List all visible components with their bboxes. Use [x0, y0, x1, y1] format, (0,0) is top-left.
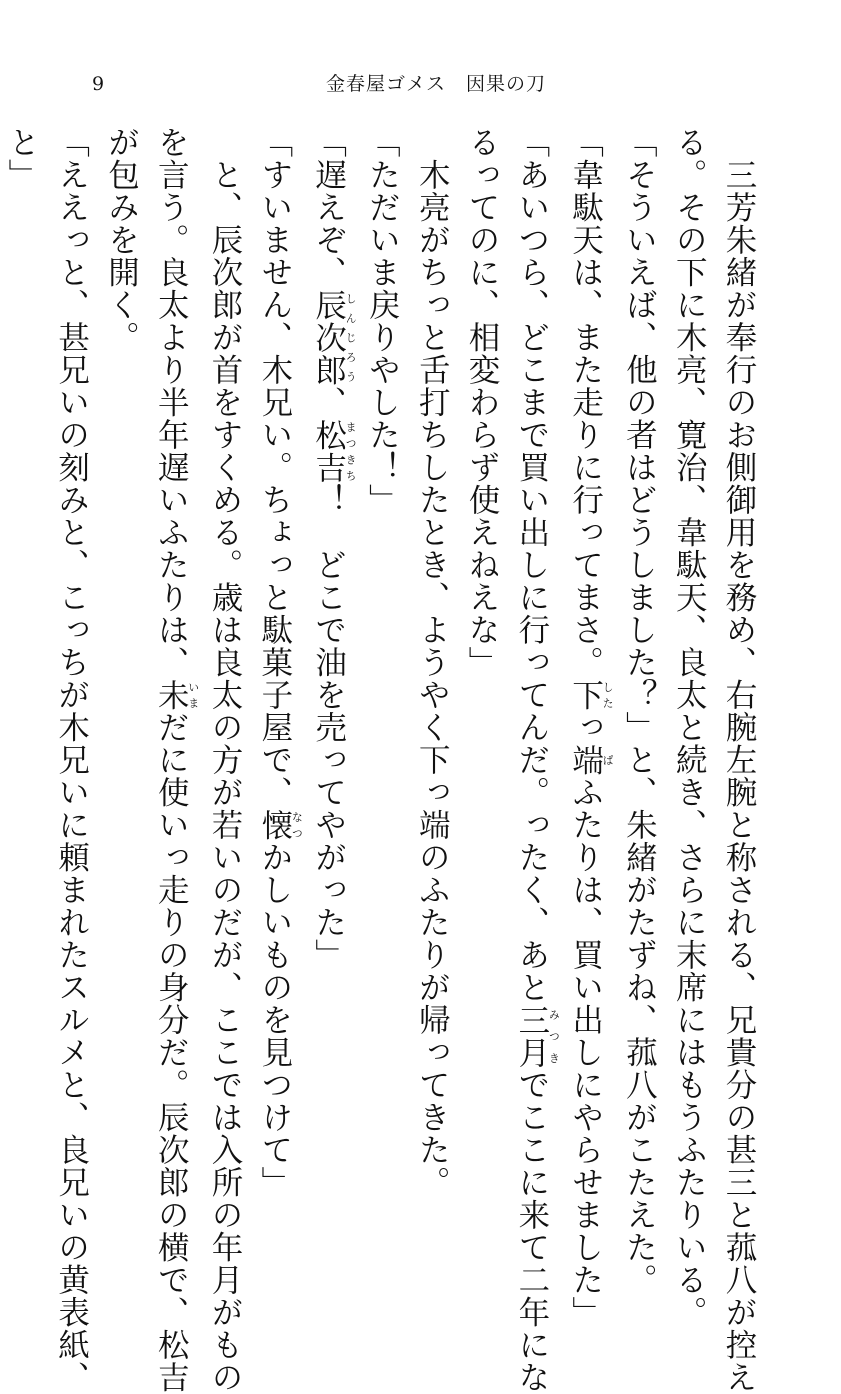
- ruby-base: 辰次郎: [310, 288, 347, 386]
- text-segment: 「韋駄天は、また走りに行ってまさ。: [567, 126, 604, 679]
- text-line: 「そういえば、他の者はどうしました？」と、朱緒がたずね、菰八がこたえた。: [621, 126, 658, 1296]
- vertical-body-text: [3, 126, 763, 1394]
- text-segment: 「遅えぞ、: [310, 126, 347, 289]
- ruby-word: [567, 743, 615, 777]
- text-line: 「ただいま戻りやした！」: [364, 126, 401, 516]
- ruby-word: [567, 678, 615, 712]
- ruby-reading: いま: [186, 678, 200, 711]
- page-number: 9: [92, 73, 105, 95]
- ruby-base: 三月: [513, 1003, 550, 1069]
- text-segment: 「すいません、木兄い。ちょっと駄菓子屋で、: [256, 126, 293, 809]
- ruby-base: 未: [153, 678, 190, 711]
- text-segment: かしいものを見つけて」: [256, 841, 293, 1199]
- ruby-word: [153, 678, 200, 712]
- ruby-base: 松吉: [310, 418, 347, 484]
- text-segment: っ: [567, 711, 604, 744]
- ruby-base: 端: [567, 743, 604, 776]
- ruby-word: [256, 808, 304, 842]
- text-line: と、辰次郎が首をすくめる。歳は良太の方が若いのだが、ここでは入所の年月がもの: [207, 126, 244, 1394]
- ruby-reading: した: [601, 678, 615, 711]
- ruby-reading: しんじろう: [344, 288, 358, 386]
- text-segment: 「あいつら、どこまで買い出しに行ってんだ。ったく、あと: [513, 126, 550, 1004]
- text-line: る。その下に木亮、寛治、韋駄天、良太と続き、さらに末席にはもうふたりいる。: [671, 126, 708, 1329]
- text-segment: ふたりは、買い出しにやらせました」: [567, 776, 604, 1329]
- text-line: 木亮がちっと舌打ちしたとき、ようやく下っ端のふたりが帰ってきた。: [414, 126, 451, 1199]
- text-line: 「ええっと、甚兄いの刻みと、こっちが木兄いに頼まれたスルメと、良兄いの黄表紙、: [53, 126, 90, 1394]
- text-line: と」: [3, 126, 40, 191]
- text-line: るってのに、相変わらず使えねえな」: [464, 126, 501, 679]
- text-line: [560, 126, 615, 1329]
- text-segment: だに使いっ走りの身分だ。辰次郎の横で、松吉: [153, 711, 190, 1394]
- page-header: [0, 72, 841, 102]
- text-line: 三芳朱緒が奉行のお側御用を務め、右腕左腕と称される、兄貴分の甚三と菰八が控え: [721, 126, 757, 1394]
- ruby-base: 懐: [256, 808, 293, 841]
- ruby-word: [310, 418, 358, 484]
- ruby-reading: まつきち: [344, 418, 358, 484]
- text-segment: でここに来て二年にな: [513, 1068, 550, 1394]
- text-line: [249, 126, 304, 1199]
- text-segment: を言う。良太より半年遅いふたりは、: [153, 126, 190, 679]
- text-segment: 、: [310, 386, 347, 419]
- ruby-word: [513, 1003, 561, 1069]
- ruby-base: 下: [567, 678, 604, 711]
- running-title: 金春屋ゴメス 因果の刀: [326, 73, 547, 95]
- text-segment: ！ どこで油を売ってやがった」: [310, 483, 347, 971]
- ruby-reading: ぱ: [601, 743, 615, 776]
- text-line: [145, 126, 200, 1394]
- text-line: [506, 126, 561, 1394]
- text-line: [303, 126, 357, 1166]
- ruby-word: [310, 288, 358, 387]
- text-line: が包みを開く。: [103, 126, 140, 354]
- ruby-reading: なつ: [290, 808, 304, 841]
- ruby-reading: みつき: [547, 1003, 561, 1069]
